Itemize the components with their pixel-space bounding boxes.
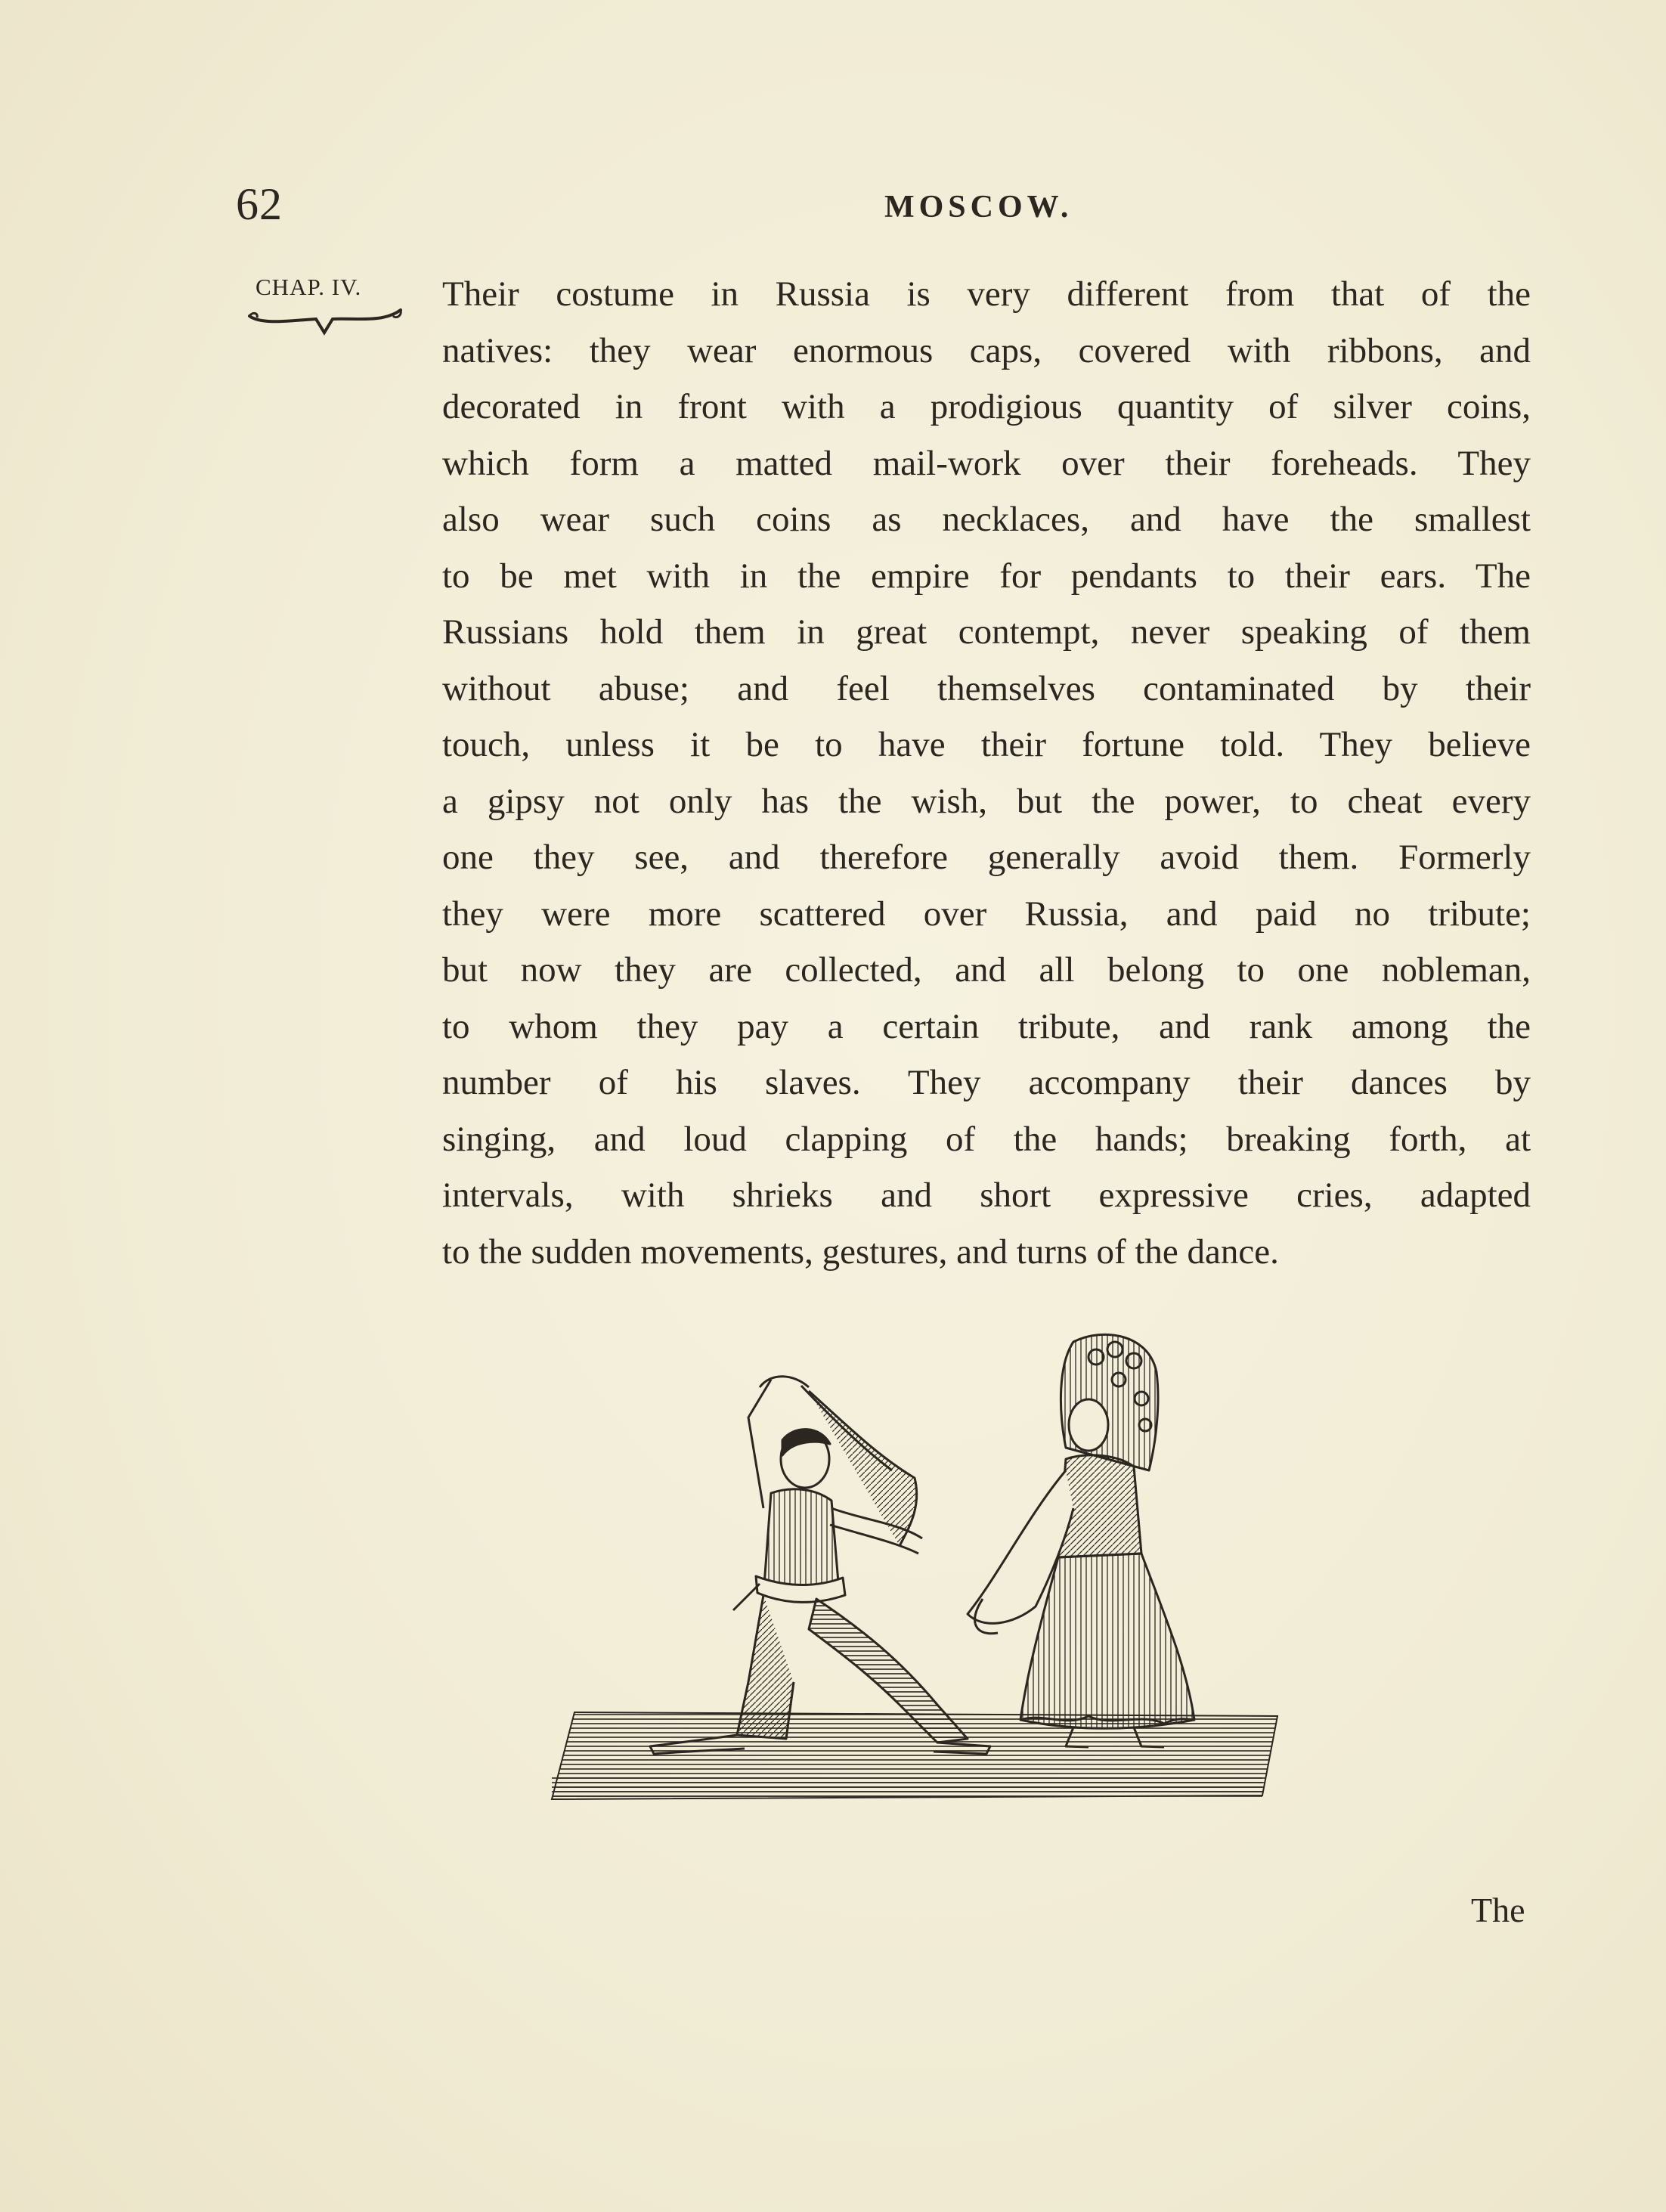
text-line: to the sudden movements, gestures, and turns of the dance.: [442, 1231, 1279, 1272]
chapter-label: CHAP. IV.: [255, 274, 362, 300]
text-line: touch, unless it be to have their fortune told. They believe: [442, 725, 1531, 764]
catchword: The: [1471, 1891, 1525, 1929]
text-line: but now they are collected, and all belong to one nobleman,: [442, 950, 1531, 990]
text-line: without abuse; and feel themselves contaminated by their: [442, 668, 1531, 708]
text-line: singing, and loud clapping of the hands; breaking forth, at: [442, 1119, 1531, 1159]
text-line: Their costume in Russia is very different from that of the: [442, 274, 1531, 314]
text-line: decorated in front with a prodigious quantity of silver coins,: [442, 387, 1531, 426]
page-number: 62: [236, 179, 283, 229]
flourish-icon: [246, 307, 405, 340]
body-text: [442, 266, 1531, 1280]
running-head: MOSCOW.: [884, 190, 1073, 225]
text-line: also wear such coins as necklaces, and have the smallest: [442, 500, 1531, 539]
text-line: natives: they wear enormous caps, covered with ribbons, and: [442, 330, 1531, 370]
text-line: intervals, with shrieks and short expressive cries, adapted: [442, 1176, 1531, 1215]
text-line: which form a matted mail-work over their foreheads. They: [442, 443, 1531, 483]
text-line: to be met with in the empire for pendants to their ears. The: [442, 556, 1531, 596]
text-line: number of his slaves. They accompany their dances by: [442, 1063, 1531, 1102]
text-line: one they see, and therefore generally avoid them. Formerly: [442, 838, 1531, 877]
text-line: to whom they pay a certain tribute, and rank among the: [442, 1006, 1531, 1046]
text-line: Russians hold them in great contempt, never speaking of them: [442, 612, 1531, 652]
text-line: a gipsy not only has the wish, but the power, to cheat every: [442, 781, 1531, 821]
gipsy-dancers-engraving-icon: [544, 1327, 1300, 1818]
text-line: they were more scattered over Russia, and paid no tribute;: [442, 894, 1531, 934]
